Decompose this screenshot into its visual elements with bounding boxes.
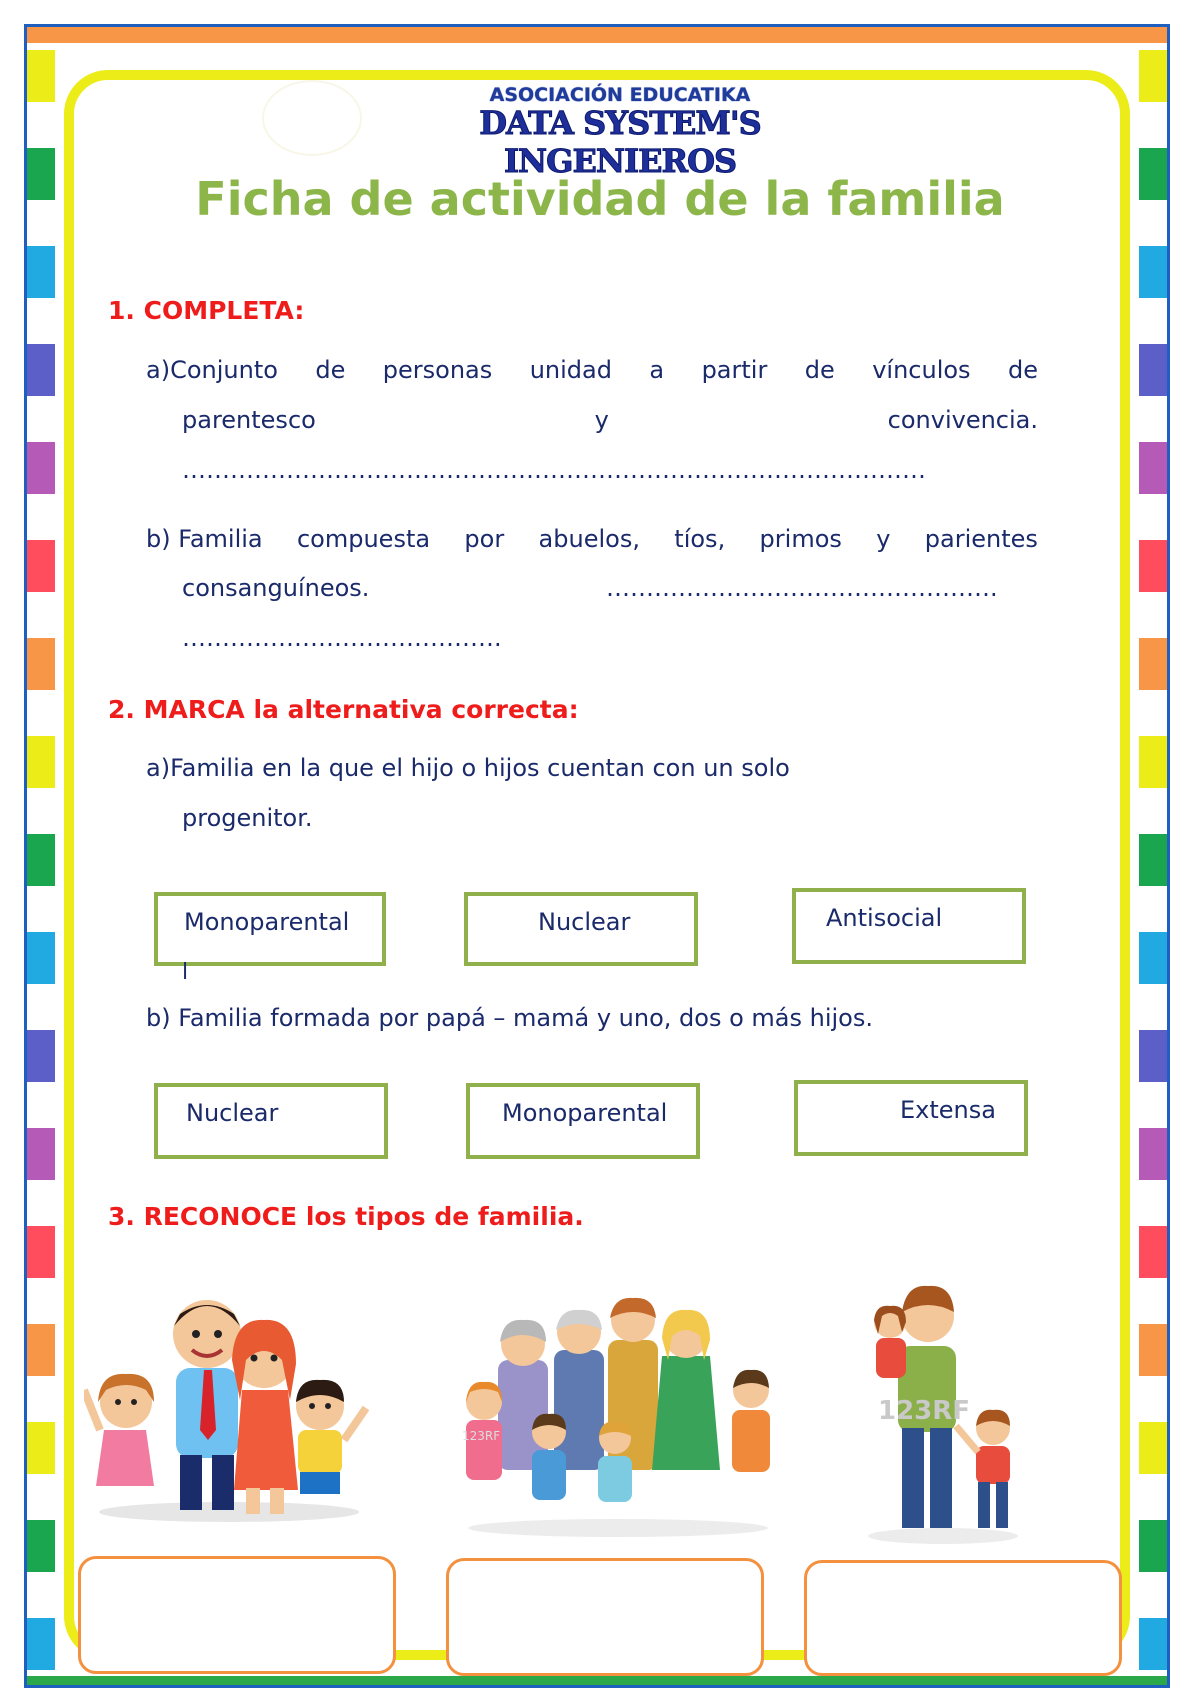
option-2a-nuclear[interactable]: [464, 892, 698, 966]
border-stripe: [1139, 834, 1167, 886]
word: a)Conjunto: [146, 356, 278, 384]
border-stripe: [1139, 1226, 1167, 1278]
overflow-char: l: [182, 960, 189, 985]
border-stripe: [27, 50, 55, 102]
border-stripe: [27, 246, 55, 298]
border-stripe: [27, 540, 55, 592]
border-stripe: [1139, 148, 1167, 200]
word: primos: [759, 525, 842, 553]
word: parentesco: [182, 406, 316, 434]
border-stripe: [27, 834, 55, 886]
border-stripe: [1139, 1422, 1167, 1474]
question-2a-line1: a)Familia en la que el hijo o hijos cuentan con un solo: [146, 754, 790, 782]
border-stripe: [1139, 246, 1167, 298]
option-2b-monoparental[interactable]: [466, 1083, 700, 1159]
border-stripe: [27, 148, 55, 200]
word: convivencia.: [887, 406, 1038, 434]
border-stripe: [27, 932, 55, 984]
question-1b-line2: consanguíneos.: [182, 574, 370, 602]
option-label: Monoparental: [184, 908, 350, 936]
word: tíos,: [674, 525, 726, 553]
option-2b-extensa[interactable]: [794, 1080, 1028, 1156]
option-label: Nuclear: [186, 1099, 279, 1127]
question-1b-line1: [146, 525, 1038, 553]
border-stripe: [27, 736, 55, 788]
border-stripe: [1139, 1030, 1167, 1082]
border-stripe: [1139, 932, 1167, 984]
border-stripe: [1139, 638, 1167, 690]
border-stripe: [1139, 50, 1167, 102]
word: compuesta: [296, 525, 431, 553]
extended-family-illustration: [448, 1290, 788, 1540]
border-stripe: [27, 1520, 55, 1572]
top-color-band: [27, 27, 1167, 43]
option-2a-monoparental[interactable]: [154, 892, 386, 966]
border-stripe: [1139, 540, 1167, 592]
section2-heading: 2. MARCA la alternativa correcta:: [108, 695, 579, 724]
border-stripe: [1139, 344, 1167, 396]
border-stripe: [27, 638, 55, 690]
word: parientes: [924, 525, 1038, 553]
border-stripe: [1139, 1520, 1167, 1572]
word: unidad: [529, 356, 612, 384]
border-stripe: [1139, 736, 1167, 788]
answer-blank-1b-part2[interactable]: ………………………………….: [182, 624, 502, 652]
border-stripe: [1139, 1128, 1167, 1180]
word: a: [649, 356, 665, 384]
option-label: Nuclear: [538, 908, 631, 936]
word: de: [315, 356, 346, 384]
word: por: [464, 525, 505, 553]
question-1a-line2: [182, 406, 1038, 434]
nuclear-family-illustration: [84, 1290, 374, 1525]
watermark: 123RF: [878, 1396, 971, 1426]
border-stripe: [1139, 442, 1167, 494]
left-stripe-border: [27, 50, 55, 1670]
option-label: Extensa: [900, 1096, 996, 1124]
section1-heading: 1. COMPLETA:: [108, 296, 305, 325]
answer-box-3[interactable]: [804, 1560, 1122, 1676]
answer-box-2[interactable]: [446, 1558, 764, 1676]
word: de: [1007, 356, 1038, 384]
word: abuelos,: [538, 525, 640, 553]
word: vínculos: [872, 356, 971, 384]
answer-blank-1a[interactable]: …………………………………………………………………………………: [182, 456, 926, 484]
question-2a-line2: progenitor.: [182, 804, 313, 832]
option-label: Monoparental: [502, 1099, 668, 1127]
right-stripe-border: [1139, 50, 1167, 1670]
border-stripe: [27, 1422, 55, 1474]
school-logo-icon: [262, 80, 362, 156]
answer-blank-1b-part1[interactable]: ………………………………………….: [606, 574, 998, 602]
bottom-color-band: [27, 1676, 1167, 1685]
word: personas: [382, 356, 493, 384]
word: partir: [701, 356, 768, 384]
answer-box-1[interactable]: [78, 1556, 396, 1674]
option-2b-nuclear[interactable]: [154, 1083, 388, 1159]
border-stripe: [27, 1128, 55, 1180]
organization-name: ASOCIACIÓN EDUCATIKA: [489, 84, 751, 106]
border-stripe: [1139, 1618, 1167, 1670]
word: b) Familia: [146, 525, 263, 553]
border-stripe: [1139, 1324, 1167, 1376]
page-title: Ficha de actividad de la familia: [195, 172, 1005, 226]
border-stripe: [27, 1226, 55, 1278]
question-2b: b) Familia formada por papá – mamá y uno, dos o más hijos.: [146, 1004, 873, 1032]
border-stripe: [27, 1618, 55, 1670]
section3-heading: 3. RECONOCE los tipos de familia.: [108, 1202, 584, 1231]
option-2a-antisocial[interactable]: [792, 888, 1026, 964]
border-stripe: [27, 344, 55, 396]
word: de: [804, 356, 835, 384]
word: y: [594, 406, 609, 434]
question-1a-line1: [146, 356, 1038, 384]
border-stripe: [27, 1324, 55, 1376]
svg-text:123RF: 123RF: [462, 1429, 501, 1443]
word: y: [876, 525, 891, 553]
border-stripe: [27, 1030, 55, 1082]
border-stripe: [27, 442, 55, 494]
option-label: Antisocial: [826, 904, 943, 932]
organization-subtitle: DATA SYSTEM'S INGENIEROS: [479, 104, 761, 180]
